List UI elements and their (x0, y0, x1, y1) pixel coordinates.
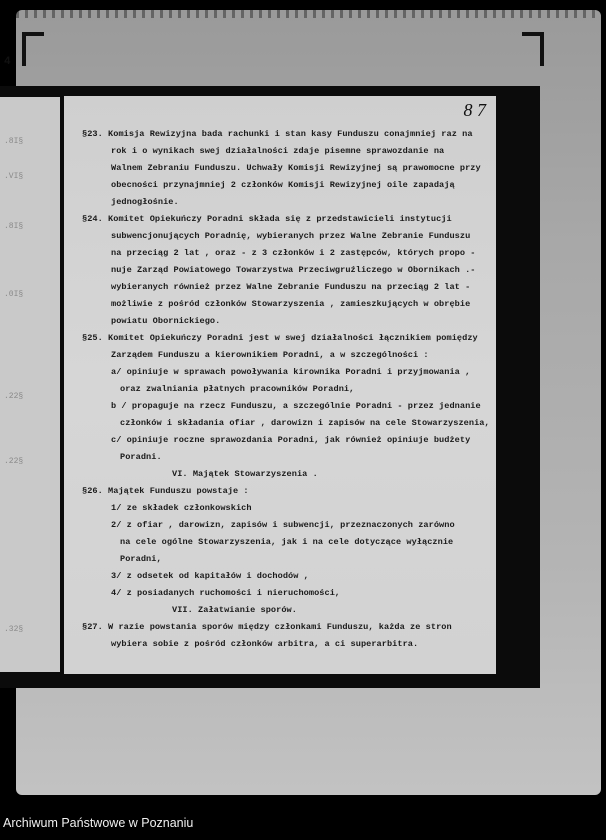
corner-mark-right (522, 32, 544, 66)
document-line: wybieranych również przez Walne Zebranie Funduszu na przeciąg 2 lat - (111, 282, 471, 292)
strip-fragment: .8I§ (4, 137, 24, 146)
document-line: na przeciąg 2 lat , oraz - z 3 członków i 2 zastępców, których propo - (111, 248, 476, 258)
strip-fragment: .32§ (4, 625, 24, 634)
document-line: §23. Komisja Rewizyjna bada rachunki i stan kasy Funduszu conajmniej raz na (82, 129, 473, 139)
document-line: §26. Majątek Funduszu powstaje : (82, 486, 249, 496)
strip-fragment: .8I§ (4, 222, 24, 231)
document-line: subwencjonujących Poradnię, wybieranych przez Walne Zebranie Funduszu (111, 231, 471, 241)
document-line: oraz zwalniania płatnych pracowników Poradni, (120, 384, 355, 394)
strip-fragment: .0I§ (4, 290, 24, 299)
document-line: b / propaguje na rzecz Funduszu, a szczególnie Poradni - przez jednanie (111, 401, 481, 411)
document-body (82, 126, 494, 653)
document-line: jednogłośnie. (111, 197, 179, 207)
strip-fragment: .22§ (4, 392, 24, 401)
document-line: powiatu Obornickiego. (111, 316, 221, 326)
document-page (64, 96, 496, 674)
film-marker: 4 (4, 56, 11, 68)
document-line: wybiera sobie z pośród członków arbitra, a ci superarbitra. (111, 639, 419, 649)
corner-mark-left (22, 32, 44, 66)
document-line: 1/ ze składek członkowskich (111, 503, 252, 513)
document-line: §25. Komitet Opiekuńczy Poradni jest w swej działalności łącznikiem pomiędzy (82, 333, 478, 343)
section-heading: VI. Majątek Stowarzyszenia . (172, 469, 318, 479)
previous-page-strip (0, 97, 60, 672)
archive-credit: Archiwum Państwowe w Poznaniu (3, 816, 194, 830)
document-line: Walnem Zebraniu Funduszu. Uchwały Komisji Rewizyjnej są prawomocne przy (111, 163, 481, 173)
document-line: rok i o wynikach swej działalności zdaje pisemne sprawozdanie na (111, 146, 445, 156)
document-line: §27. W razie powstania sporów między członkami Funduszu, każda ze stron (82, 622, 452, 632)
document-line: nuje Zarząd Powiatowego Towarzystwa Przeciwgruźliczego w Obornikach .- (111, 265, 476, 275)
section-heading: VII. Załatwianie sporów. (172, 605, 297, 615)
document-line: na cele ogólne Stowarzyszenia, jak i na cele dotyczące wyłącznie (120, 537, 454, 547)
document-line: Poradni. (120, 452, 162, 462)
film-edge (16, 10, 601, 18)
page-number: 8 7 (463, 100, 486, 120)
document-line: Poradni, (120, 554, 162, 564)
strip-fragment: .VI§ (4, 172, 24, 181)
document-line: §24. Komitet Opiekuńczy Poradni składa się z przedstawicieli instytucji (82, 214, 452, 224)
document-line: c/ opiniuje roczne sprawozdania Poradni, jak również opiniuje budżety (111, 435, 471, 445)
document-line: Zarządem Funduszu a kierownikiem Poradni, a w szczególności : (111, 350, 429, 360)
document-line: członków i składania ofiar , darowizn i zapisów na cele Stowarzyszenia, (120, 418, 490, 428)
document-line: a/ opiniuje w sprawach powoływania kirownika Poradni i przyjmowania , (111, 367, 471, 377)
document-line: 2/ z ofiar , darowizn, zapisów i subwencji, przeznaczonych zarówno (111, 520, 455, 530)
document-line: 4/ z posiadanych ruchomości i nieruchomości, (111, 588, 341, 598)
document-line: 3/ z odsetek od kapitałów i dochodów , (111, 571, 309, 581)
document-line: możliwie z pośród członków Stowarzyszenia , zamieszkujących w obrębie (111, 299, 471, 309)
strip-fragment: .22§ (4, 457, 24, 466)
document-line: obecności przynajmniej 2 członków Komisji Rewizyjnej oile zapadają (111, 180, 455, 190)
